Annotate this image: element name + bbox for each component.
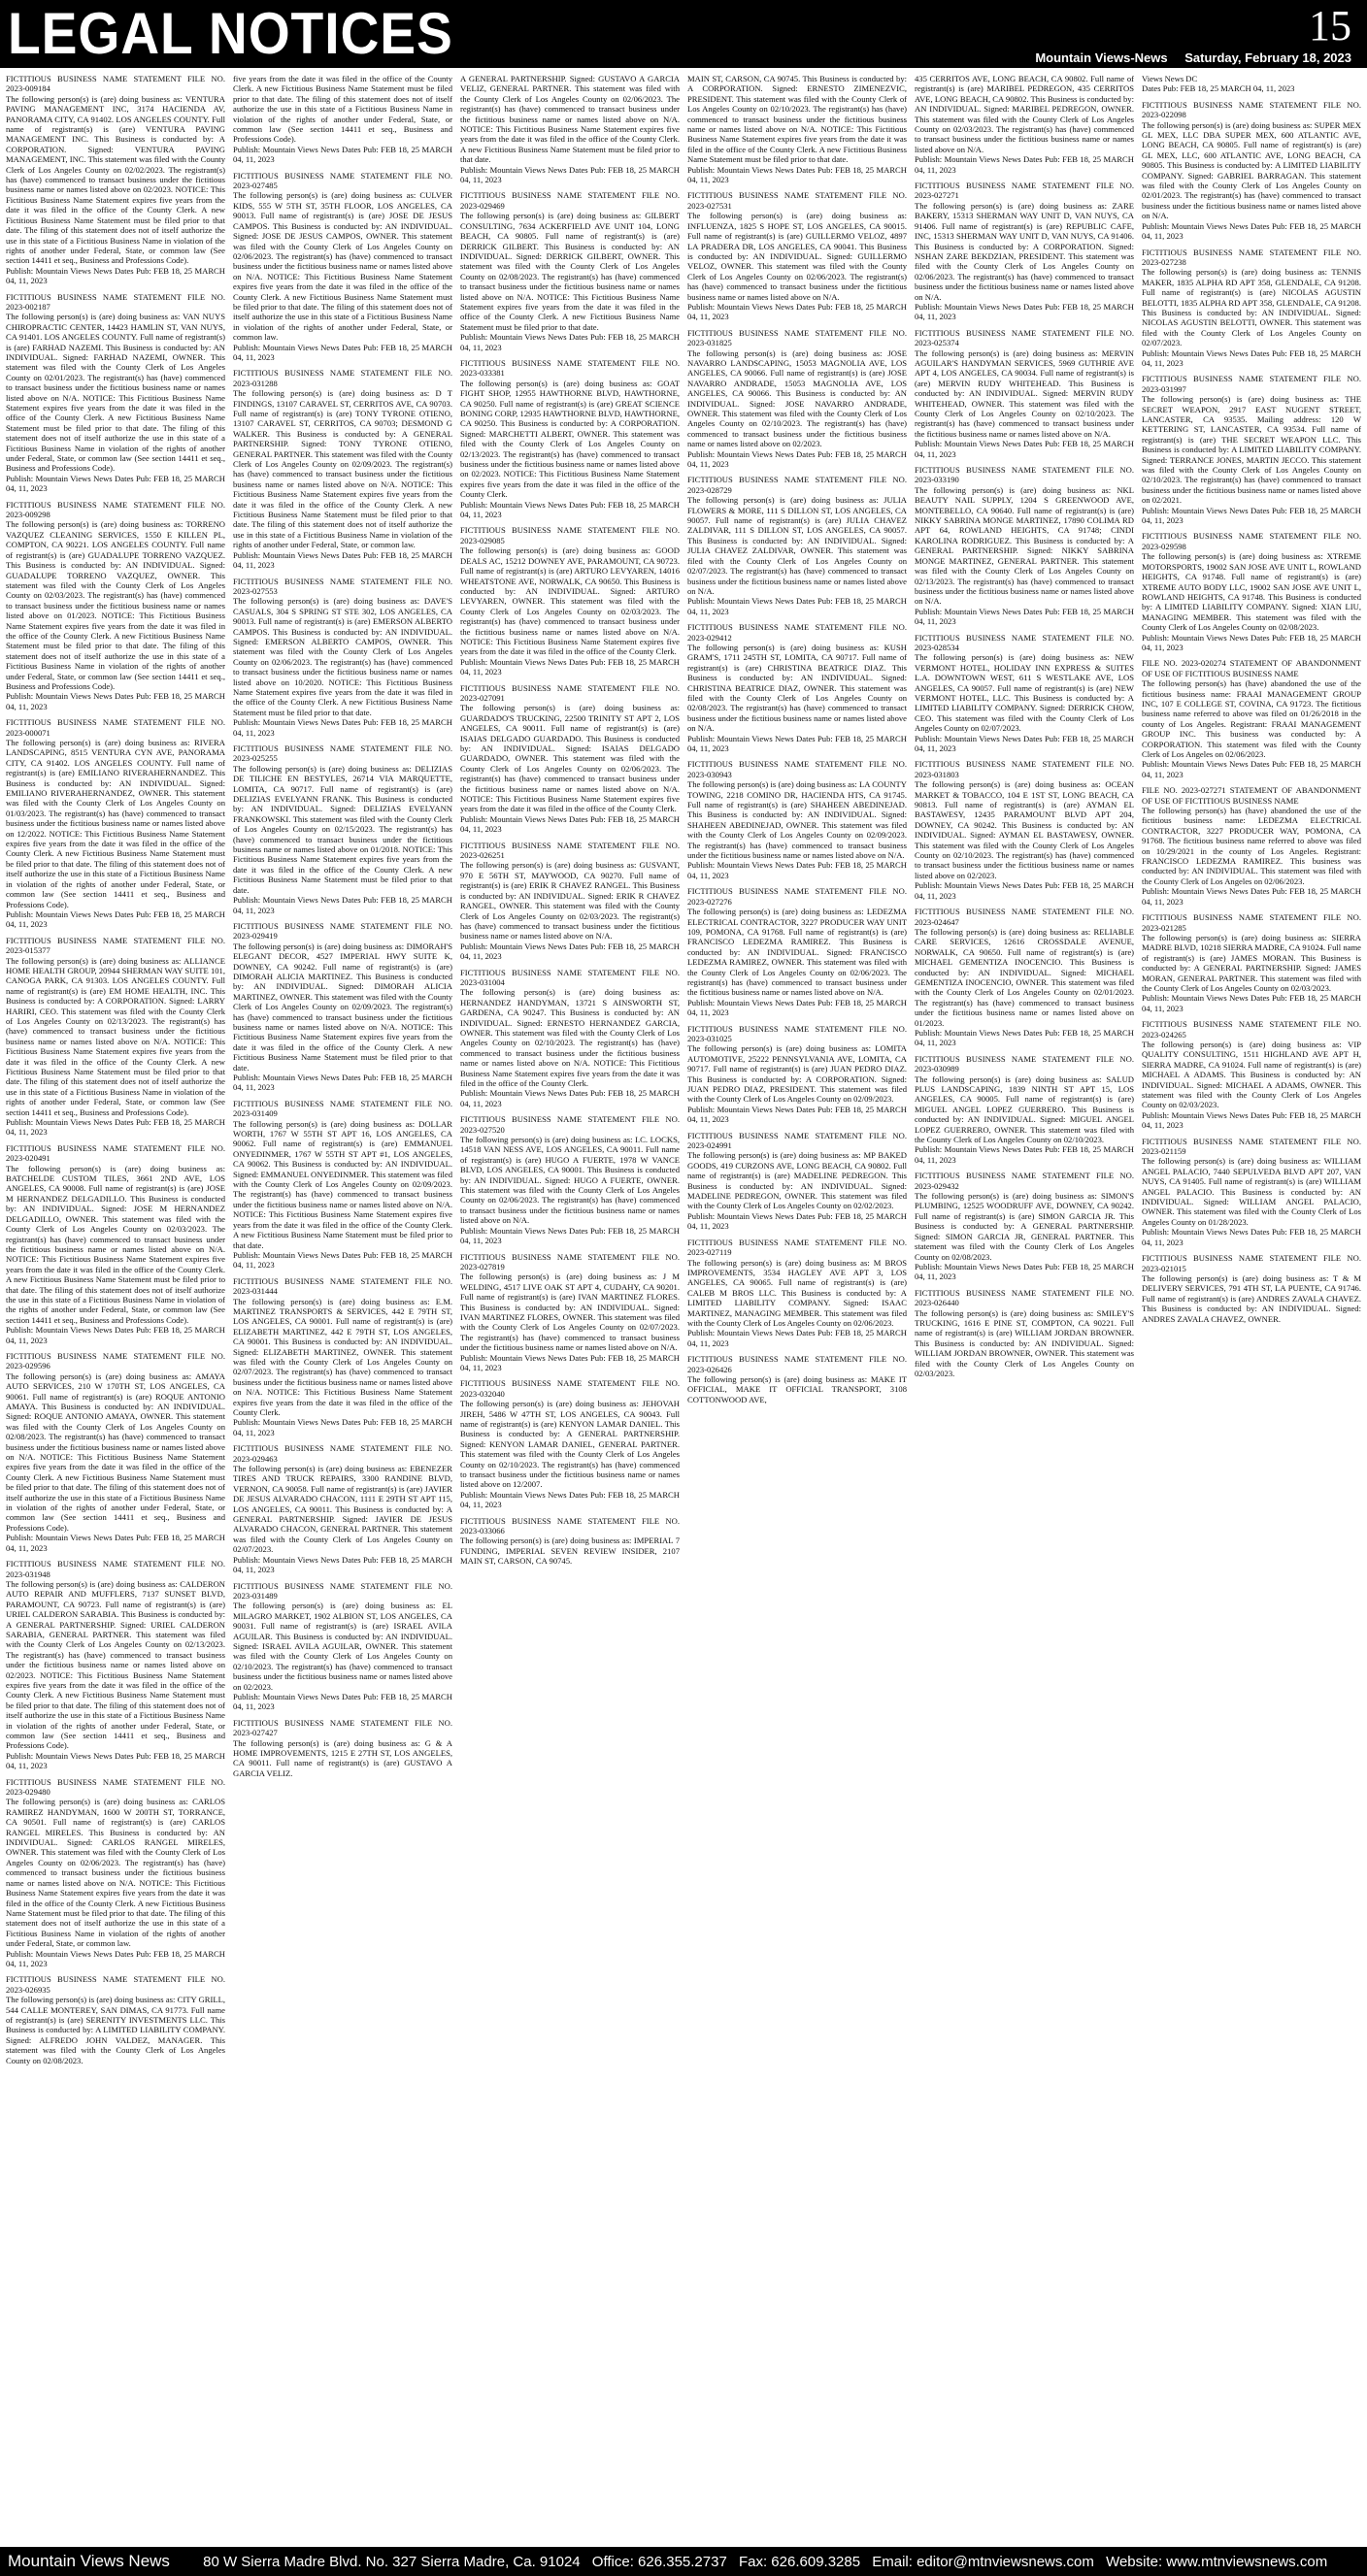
legal-notice — [687, 328, 907, 470]
legal-notice — [233, 171, 452, 363]
notice-body: The following person(s) is (are) doing business as: MP BAKED GOODS, 419 CURZONS AVE, LONG BEACH, CA 90802. Full name of registrant(s) is (are) MADELINE PEDREGON. This Business is conducted by: AN INDIVIDUAL. Signed: MADELINE PEDREGON, OWNER. This statement was filed with the County Clerk of Los Angeles County on 02/02/2023. — [687, 1150, 907, 1211]
notice-heading: FICTITIOUS BUSINESS NAME STATEMENT FILE NO. 2023-031004 — [460, 967, 680, 987]
notice-publication-dates: Publish: Mountain Views News Dates Pub: FEB 18, 25 MARCH 04, 11, 2023 — [460, 1352, 680, 1372]
issue-line — [1021, 50, 1351, 66]
notice-publication-dates: Publish: Mountain Views News Dates Pub: FEB 18, 25 MARCH 04, 11, 2023 — [233, 717, 452, 738]
notice-body: The following person(s) is (are) doing business as: GILBERT CONSULTING, 7634 ACKERFIELD AVE UNIT 104, LONG BEACH, CA 90805. Full name of registrant(s) is (are) DERRICK GILBERT. This Business is conducted by: AN INDIVIDUAL. Signed: DERRICK GILBERT, OWNER. This statement was filed with the County Clerk of Los Angeles County on 02/08/2023. The registrant(s) has (have) commenced to transact business under the fictitious business name or names listed above on N/A. NOTICE: This Fictitious Business Name Statement expires five years from the date it was filed in the office of the County Clerk. A new Fictitious Business Name Statement must be filed prior to that date. — [460, 211, 680, 332]
publication-name: Mountain Views-News — [1035, 50, 1168, 65]
legal-notice — [460, 1252, 680, 1373]
footer-publication: Mountain Views News — [8, 2552, 170, 2570]
notice-heading: FICTITIOUS BUSINESS NAME STATEMENT FILE NO. 2023-028534 — [915, 632, 1134, 652]
notice-body: The following person(s) is (are) doing business as: TENNIS MAKER, 1835 ALPHA RD APT 358, GLENDALE, CA 91208. Full name of registrant(s) is (are) NICOLAS AGUSTIN BELOTTI, 1835 ALPHA RD APT 358, GLENDALE, CA 91208. This Business is conducted by: AN INDIVIDUAL. Signed: NICOLAS AGUSTIN BELOTTI, OWNER. This statement was filed with the County Clerk of Los Angeles County on 02/07/2023. — [1142, 267, 1361, 348]
notice-heading: FICTITIOUS BUSINESS NAME STATEMENT FILE NO. 2023-009184 — [6, 74, 225, 94]
legal-notice — [460, 190, 680, 352]
legal-notice — [687, 1131, 907, 1232]
notice-heading: FICTITIOUS BUSINESS NAME STATEMENT FILE NO. 2023-027276 — [687, 886, 907, 907]
notice-body: The following person(s) is (are) doing business as: TORRENO VAZQUEZ CLEANING SERVICES, 1550 E KILLEN PL, COMPTON, CA 90221. LOS ANGELES COUNTY. Full name of registrant(s) is (are) GUADALUPE TORRENO VAZQUEZ. This Business is conducted by: AN INDIVIDUAL. Signed: GUADALUPE TORRENO VAZQUEZ, OWNER. This statement was filed with the County Clerk of Los Angeles County on 02/03/2023. The registrant(s) has (have) commenced to transact business under the fictitious business name or names listed above on 01/2023. NOTICE: This Fictitious Business Name Statement expires five years from the date it was filed in the office of the County Clerk. A new Fictitious Business Name Statement must be filed prior to that date. The filing of this statement does not of itself authorize the use in this state of a Fictitious Business Name in violation of the rights of another under Federal, State, or common law (See section 14411 et seq., Business and Professions Code). — [6, 519, 225, 691]
notice-heading: FICTITIOUS BUSINESS NAME STATEMENT FILE NO. 2023-029598 — [1142, 531, 1361, 551]
notice-body: The following person(s) is (are) doing business as: OCEAN MARKET & TOBACCO, 104 E 1ST ST, LONG BEACH, CA 90813. Full name of registrant(s) is (are) AYMAN EL BASTAWESY, 12435 PARAMOUNT BLVD APT 204, DOWNEY, CA 90242. This Business is conducted by: AN INDIVIDUAL. Signed: AYMAN EL BASTAWESY, OWNER. This statement was filed with the County Clerk of Los Angeles County on 02/10/2023. The registrant(s) has (have) commenced to transact business under the fictitious business name or names listed above on 02/2023. — [915, 779, 1134, 880]
notice-publication-dates: Publish: Mountain Views News Dates Pub: FEB 18, 25 MARCH 04, 11, 2023 — [687, 596, 907, 616]
notice-publication-dates: Publish: Mountain Views News Dates Pub: FEB 18, 25 MARCH 04, 11, 2023 — [460, 499, 680, 520]
notice-heading: FICTITIOUS BUSINESS NAME STATEMENT FILE NO. 2023-029085 — [460, 525, 680, 545]
legal-notice — [915, 1171, 1134, 1281]
legal-notice — [6, 292, 225, 494]
legal-notice — [233, 577, 452, 739]
notice-publication-dates: Publish: Mountain Views News Dates Pub: FEB 18, 25 MARCH 04, 11, 2023 — [915, 733, 1134, 753]
notice-heading: FICTITIOUS BUSINESS NAME STATEMENT FILE NO. 2023-033066 — [460, 1515, 680, 1536]
notice-body: The following person(s) is (are) doing business as: INFLUENZA, 1825 S HOPE ST, LOS ANGELES, CA 90015. Full name of registrant(s) is (are) GUILLERMO VELOZ, 4897 LA PRADERA DR, LOS ANGELES, CA 90041. This Business is conducted by: AN INDIVIDUAL. Signed: GUILLERMO VELOZ, OWNER. This statement was filed with the County Clerk of Los Angeles County on 02/06/2023. The registrant(s) has (have) commenced to transact business under the fictitious business name or names listed above on N/A. — [687, 211, 907, 302]
legal-notice — [1142, 74, 1361, 94]
notice-heading: FICTITIOUS BUSINESS NAME STATEMENT FILE NO. 2023-031948 — [6, 1559, 225, 1579]
notice-column — [233, 74, 452, 2545]
notice-body: The following person(s) is (are) doing business as: D T FINDINGS, 13107 CARAVEL ST, CERRITOS AVE, CA 90703. Full name of registrant(s) is (are) TONY TYRONE OTIENO, 13107 CARAVEL ST, CERRITOS, CA 90703; DESMOND G WALKER. This Business is conducted by: A GENERAL PARTNERSHIP. Signed: TONY TYRONE OTIENO, GENERAL PARTNER. This statement was filed with the County Clerk of Los Angeles County on 02/09/2023. The registrant(s) has (have) commenced to transact business under the fictitious business name or names listed above on N/A. NOTICE: This Fictitious Business Name Statement expires five years from the date it was filed in the office of the County Clerk. A new Fictitious Business Name Statement must be filed prior to that date. The filing of this statement does not of itself authorize the use in this state of a Fictitious Business Name in violation of the rights of another under Federal, State, or common law. — [233, 388, 452, 550]
legal-notice — [233, 921, 452, 1093]
notice-publication-dates: Publish: Mountain Views News Dates Pub: FEB 18, 25 MARCH 04, 11, 2023 — [687, 1328, 907, 1348]
legal-notice — [1142, 1019, 1361, 1130]
legal-notice — [460, 525, 680, 677]
legal-notice — [233, 1099, 452, 1271]
notice-heading: FICTITIOUS BUSINESS NAME STATEMENT FILE NO. 2023-015377 — [6, 935, 225, 956]
legal-notice — [233, 1581, 452, 1712]
notice-publication-dates: Publish: Mountain Views News Dates Pub: FEB 18, 25 MARCH 04, 11, 2023 — [6, 265, 225, 286]
notice-body: The following person(s) is (are) doing business as: JULIA FLOWERS & MORE, 111 S DILLON ST, LOS ANGELES, CA 90057. Full name of registrant(s) is (are) JULIA CHAVEZ ZALDIVAR, 111 S DILLON ST, LOS ANGELES, CA 90057. This Business is conducted by: AN INDIVIDUAL. Signed: JULIA CHAVEZ ZALDIVAR, OWNER. This statement was filed with the County Clerk of Los Angeles County on 02/07/2023. The registrant(s) has (have) commenced to transact business under the fictitious business name or names listed above on N/A. — [687, 495, 907, 596]
notice-heading: FICTITIOUS BUSINESS NAME STATEMENT FILE NO. 2023-031288 — [233, 368, 452, 388]
footer-address: 80 W Sierra Madre Blvd. No. 327 Sierra Madre, Ca. 91024 — [203, 2554, 581, 2570]
notice-body: The following person(s) is (are) doing business as: G & A HOME IMPROVEMENTS, 1215 E 27TH ST, LOS ANGELES, CA 90011. Full name of registrant(s) is (are) GUSTAVO A GARCIA VELIZ. — [233, 1737, 452, 1778]
legal-notice — [1142, 658, 1361, 779]
notice-publication-dates: Publish: Mountain Views News Dates Pub: FEB 18, 25 MARCH 04, 11, 2023 — [460, 1489, 680, 1510]
legal-notice — [233, 1718, 452, 1778]
notice-publication-dates: Publish: Mountain Views News Dates Pub: FEB 18, 25 MARCH 04, 11, 2023 — [915, 1261, 1134, 1282]
notice-body: The following person(s) is (are) doing business as: DELIZIAS DE TILICHE EN BESTYLES, 26714 VIA MARQUETTE, LOMITA, CA 90717. Full name of registrant(s) is (are) DELIZIAS EVELYANN FRANK. This Business is conducted by: AN INDIVIDUAL. Signed: DELIZIAS EVELYANN FRANKOWSKI. This statement was filed with the County Clerk of Los Angeles County on 02/15/2023. The registrant(s) has (have) commenced to transact business under the fictitious business name or names listed above on 01/2018. NOTICE: This Fictitious Business Name Statement expires five years from the date it was filed in the office of the County Clerk. A new Fictitious Business Name Statement must be filed prior to that date. — [233, 763, 452, 895]
notice-heading: FICTITIOUS BUSINESS NAME STATEMENT FILE NO. 2023-029419 — [233, 920, 452, 941]
legal-notice — [460, 358, 680, 520]
notice-body: The following person(s) is (are) doing business as: HERNANDEZ HANDYMAN, 13721 S AINSWORTH ST, GARDENA, CA 90247. This Business is conducted by: AN INDIVIDUAL. Signed: ERNESTO HERNANDEZ GARCIA, OWNER. This statement was filed with the County Clerk of Los Angeles County on 02/10/2023. The registrant(s) has (have) commenced to transact business under the fictitious business name or names listed above on N/A. NOTICE: This Fictitious Business Name Statement expires five years from the date it was filed in the office of the County Clerk. — [460, 987, 680, 1088]
notice-heading: FICTITIOUS BUSINESS NAME STATEMENT FILE NO. 2023-029412 — [687, 622, 907, 643]
notice-heading: FICTITIOUS BUSINESS NAME STATEMENT FILE NO. 2023-022098 — [1142, 99, 1361, 120]
notice-heading: FICTITIOUS BUSINESS NAME STATEMENT FILE NO. 2023-021159 — [1142, 1136, 1361, 1157]
notice-heading: FICTITIOUS BUSINESS NAME STATEMENT FILE NO. 2023-025374 — [915, 327, 1134, 348]
section-title: LEGAL NOTICES — [8, 1, 453, 66]
notice-column — [915, 74, 1134, 2545]
notice-publication-dates: Publish: Mountain Views News Dates Pub: FEB 18, 25 MARCH 04, 11, 2023 — [460, 1225, 680, 1246]
notice-body: The following person(s) is (are) doing business as: VAN NUYS CHIROPRACTIC CENTER, 14423 HAMLIN ST, VAN NUYS, CA 91401. LOS ANGELES COUNTY. Full name of registrant(s) is (are) FARHAD NAZEMI. This Business is conducted by: AN INDIVIDUAL. Signed: FARHAD NAZEMI, OWNER. This statement was filed with the County Clerk of Los Angeles County on 02/01/2023. The registrant(s) has (have) commenced to transact business under the fictitious business name or names listed above on N/A. NOTICE: This Fictitious Business Name Statement expires five years from the date it was filed in the office of the County Clerk. A new Fictitious Business Name Statement must be filed prior to that date. The filing of this statement does not of itself authorize the use in this state of a Fictitious Business Name in violation of the rights of another under Federal, State, or common law (See section 14411 et seq., Business and Professions Code). — [6, 312, 225, 474]
issue-date: Saturday, February 18, 2023 — [1184, 50, 1351, 65]
notice-publication-dates: Publish: Mountain Views News Dates Pub: FEB 18, 25 MARCH 04, 11, 2023 — [1142, 632, 1361, 652]
notice-body: The following person(s) is (are) doing business as: NEW VERMONT HOTEL, HOLIDAY INN EXPRESS & SUITES L.A. DOWNTOWN WEST, 611 S WESTLAKE AVE, LOS ANGELES, CA 90057. Full name of registrant(s) is (are) NEW VERMONT HOTEL, LLC. This Business is conducted by: A LIMITED LIABILITY COMPANY. Signed: DERRICK CHOW, CEO. This statement was filed with the County Clerk of Los Angeles County on 02/07/2023. — [915, 652, 1134, 734]
notice-body: The following person(s) is (are) doing business as: LOMITA AUTOMOTIVE, 25222 PENNSYLVANIA AVE, LOMITA, CA 90717. Full name of registrant(s) is (are) JUAN PEDRO DIAZ. This Business is conducted by: A CORPORATION. Signed: JUAN PEDRO DIAZ, PRESIDENT. This statement was filed with the County Clerk of Los Angeles County on 02/09/2023. — [687, 1043, 907, 1105]
notice-publication-dates: Publish: Mountain Views News Dates Pub: FEB 18, 25 MARCH 04, 11, 2023 — [460, 656, 680, 677]
legal-notice — [687, 1238, 907, 1348]
legal-notice — [687, 475, 907, 616]
notice-body: The following person(s) has (have) abandoned the use of the fictitious business name: FRAAI MANAGEMENT GROUP INC, 107 E COLLEGE ST, COVINA, CA 91723. The fictitious business name referred to above was filed on 01/26/2018 in the county of Los Angeles. Registrant: FRAAI MANAGEMENT GROUP INC. This business was conducted by: A CORPORATION. This statement was filed with the County Clerk of Los Angeles on 02/06/2023. — [1142, 678, 1361, 759]
legal-notice — [915, 759, 1134, 901]
legal-notice — [233, 368, 452, 570]
notice-heading: FICTITIOUS BUSINESS NAME STATEMENT FILE NO. 2023-030989 — [915, 1053, 1134, 1074]
notice-publication-dates: Publish: Mountain Views News Dates Pub: FEB 18, 25 MARCH 04, 11, 2023 — [233, 1249, 452, 1271]
notice-heading: FICTITIOUS BUSINESS NAME STATEMENT FILE NO. 2023-027427 — [233, 1717, 452, 1738]
notice-publication-dates: Publish: Mountain Views News Dates Pub: FEB 18, 25 MARCH 04, 11, 2023 — [6, 691, 225, 711]
notice-heading: FICTITIOUS BUSINESS NAME STATEMENT FILE NO. 2023-027553 — [233, 576, 452, 596]
notice-heading: FICTITIOUS BUSINESS NAME STATEMENT FILE NO. 2023-031444 — [233, 1275, 452, 1297]
notice-heading: FICTITIOUS BUSINESS NAME STATEMENT FILE NO. 2023-020491 — [6, 1142, 225, 1164]
legal-notice — [687, 622, 907, 753]
legal-notice — [460, 1114, 680, 1245]
legal-notice — [915, 1054, 1134, 1165]
legal-notice — [915, 633, 1134, 754]
legal-notice — [1142, 1253, 1361, 1324]
legal-notice — [6, 500, 225, 712]
legal-notice — [6, 1974, 225, 2065]
notice-body: The following person(s) is (are) doing business as: NKL BEAUTY NAIL SUPPLY, 1204 S GREENWOOD AVE, MONTEBELLO, CA 90640. Full name of registrant(s) is (are) NIKKY SABRINA MONGE MARTINEZ, 17890 COLIMA RD APT 64, ROWLAND HEIGHTS, CA 91748; CINDI KAROLINA RODRIGUEZ. This Business is conducted by: A GENERAL PARTNERSHIP. Signed: NIKKY SABRINA MONGE MARTINEZ, GENERAL PARTNER. This statement was filed with the County Clerk of Los Angeles County on 02/13/2023. The registrant(s) has (have) commenced to transact business under the fictitious business name or names listed above on N/A. — [915, 484, 1134, 607]
notice-body: The following person(s) is (are) doing business as: J M WELDING, 4517 LIVE OAK ST APT 4, CUDAHY, CA 90201. Full name of registrant(s) is (are) IVAN MARTINEZ FLORES. This Business is conducted by: AN INDIVIDUAL. Signed: IVAN MARTINEZ FLORES, OWNER. This statement was filed with the County Clerk of Los Angeles County on 02/07/2023. The registrant(s) has (have) commenced to transact business under the fictitious business name or names listed above on N/A. — [460, 1271, 680, 1353]
footer-fax: Fax: 626.609.3285 — [738, 2554, 861, 2570]
notice-body: The following person(s) is (are) doing business as: EBENEZER TIRES AND TRUCK REPAIRS, 3300 RANDINE BLVD, VERNON, CA 90058. Full name of registrant(s) is (are) JAVIER DE JESUS ALVARADO CHACON, 1111 E 29TH ST APT 115, LOS ANGELES, CA 90011. This Business is conducted by: A GENERAL PARTNERSHIP. Signed: JAVIER DE JESUS ALVARADO CHACON, GENERAL PARTNER. This statement was filed with the County Clerk of Los Angeles County on 02/07/2023. — [233, 1464, 452, 1555]
notice-heading: FICTITIOUS BUSINESS NAME STATEMENT FILE NO. 2023-021015 — [1142, 1253, 1361, 1273]
notice-publication-dates: Publish: Mountain Views News Dates Pub: FEB 18, 25 MARCH 04, 11, 2023 — [460, 164, 680, 185]
legal-notice — [6, 1351, 225, 1553]
legal-notice — [6, 936, 225, 1138]
notice-publication-dates: Publish: Mountain Views News Dates Pub: FEB 18, 25 MARCH 04, 11, 2023 — [915, 1027, 1134, 1048]
notice-body: The following person(s) is (are) doing business as: SUPER MEX GL MEX, LLC DBA SUPER MEX, 600 ATLANTIC AVE, LONG BEACH, CA 90805. Full name of registrant(s) is (are) GL MEX, LLC, 600 ATLANTIC AVE, LONG BEACH, CA 90805. This Business is conducted by: A LIMITED LIABILITY COMPANY. Signed: GABRIEL BARRAGAN. This statement was filed with the County Clerk of Los Angeles County on 02/01/2023. The registrant(s) has (have) commenced to transact business under the fictitious business name or names listed above on N/A. — [1142, 119, 1361, 221]
legal-notice — [687, 1024, 907, 1125]
notice-body: The following person(s) is (are) doing business as: CITY GRILL, 544 CALLE MONTEREY, SAN DIMAS, CA 91773. Full name of registrant(s) is (are) SERENITY INVESTMENTS LLC. This Business is conducted by: A LIMITED LIABILITY COMPANY. Signed: ALFREDO JOHN VALDEZ, MANAGER. This statement was filed with the County Clerk of Los Angeles County on 02/08/2023. — [6, 1995, 225, 2065]
legal-notice — [915, 74, 1134, 175]
notice-body: The following person(s) is (are) doing business as: VIP QUALITY CONSULTING, 1511 HIGHLAND AVE APT H, SIERRA MADRE, CA 91024. Full name of registrant(s) is (are) MICHAEL A ADAMS. This Business is conducted by: AN INDIVIDUAL. Signed: MICHAEL A ADAMS, OWNER. This statement was filed with the County Clerk of Los Angeles County on 02/03/2023. — [1142, 1039, 1361, 1110]
notice-body: The following person(s) is (are) doing business as: E.M. MARTINEZ TRANSPORTS & SERVICES, 442 E 79TH ST, LOS ANGELES, CA 90001. Full name of registrant(s) is (are) ELIZABETH MARTINEZ, 442 E 79TH ST, LOS ANGELES, CA 90001. This Business is conducted by: AN INDIVIDUAL. Signed: ELIZABETH MARTINEZ, OWNER. This statement was filed with the County Clerk of Los Angeles County on 02/07/2023. The registrant(s) has (have) commenced to transact business under the fictitious business name or names listed above on N/A. NOTICE: This Fictitious Business Name Statement expires five years from the date it was filed in the office of the County Clerk. — [233, 1296, 452, 1417]
notice-body: The following person(s) is (are) doing business as: DOLLAR WORTH, 1767 W 55TH ST APT 16, LOS ANGELES, CA 90062. Full name of registrant(s) is (are) EMMANUEL ONYEDINMER, 1767 W 55TH ST APT #1, LOS ANGELES, CA 90062. This Business is conducted by: AN INDIVIDUAL. Signed: EMMANUEL ONYEDINMER. This statement was filed with the County Clerk of Los Angeles County on 02/09/2023. The registrant(s) has (have) commenced to transact business under the fictitious business name or names listed above on N/A. NOTICE: This Fictitious Business Name Statement expires five years from the date it was filed in the office of the County Clerk. A new Fictitious Business Name Statement must be filed prior to that date. — [233, 1118, 452, 1250]
legal-notice — [915, 181, 1134, 322]
notice-publication-dates: Publish: Mountain Views News Dates Pub: FEB 18, 25 MARCH 04, 11, 2023 — [1142, 1227, 1361, 1247]
page-footer — [0, 2547, 1367, 2576]
page-header — [0, 0, 1367, 68]
notice-body: The following person(s) is (are) doing business as: SMILEY'S TRUCKING, 1616 E PINE ST, COMPTON, CA 90221. Full name of registrant(s) is (are) WILLIAM JORDAN BROWNER. This Business is conducted by: AN INDIVIDUAL. Signed: WILLIAM JORDAN BROWNER, OWNER. This statement was filed with the County Clerk of Los Angeles County on 02/03/2023. — [915, 1307, 1134, 1378]
notice-publication-dates: Publish: Mountain Views News Dates Pub: FEB 18, 25 MARCH 04, 11, 2023 — [233, 1073, 452, 1093]
legal-notice — [687, 1354, 907, 1404]
notice-body: The following person(s) is (are) doing business as: ALLIANCE HOME HEALTH GROUP, 20944 SHERMAN WAY SUITE 101, CANOGA PARK, CA 91303. LOS ANGELES COUNTY. Full name of registrant(s) is (are) EM HOME HEALTH, INC. This Business is conducted by: A CORPORATION. Signed: LARRY HARIRI, CEO. This statement was filed with the County Clerk of Los Angeles County on 02/13/2023. The registrant(s) has (have) commenced to transact business under the fictitious business name or names listed above on N/A. NOTICE: This Fictitious Business Name Statement expires five years from the date it was filed in the office of the County Clerk. A new Fictitious Business Name Statement must be filed prior to that date. The filing of this statement does not of itself authorize the use in this state of a Fictitious Business Name in violation of the rights of another under Federal, State, or common law (See section 14411 et seq., Business and Professions Code). — [6, 955, 225, 1117]
notice-heading: FICTITIOUS BUSINESS NAME STATEMENT FILE NO. 2023-029596 — [6, 1350, 225, 1371]
notice-heading: FICTITIOUS BUSINESS NAME STATEMENT FILE NO. 2023-029469 — [460, 190, 680, 211]
notice-body: The following person(s) is (are) doing business as: CALDERON AUTO REPAIR AND MUFFLERS, 7137 SUNSET BLVD, PARAMOUNT, CA 90723. Full name of registrant(s) is (are) URIEL CALDERON SARABIA. This Business is conducted by: A GENERAL PARTNERSHIP. Signed: URIEL CALDERON SARABIA, GENERAL PARTNER. This statement was filed with the County Clerk of Los Angeles County on 02/13/2023. The registrant(s) has (have) commenced to transact business under the fictitious business name or names listed above on 02/2023. NOTICE: This Fictitious Business Name Statement expires five years from the date it was filed in the office of the County Clerk. A new Fictitious Business Name Statement must be filed prior to that date. The filing of this statement does not of itself authorize the use in this state of a Fictitious Business Name in violation of the rights of another under Federal, State, or common law (See section 14411 et seq., Business and Professions Code). — [6, 1578, 225, 1751]
notice-body: The following person(s) is (are) doing business as: GOOD DEALS AC, 15212 DOWNEY AVE, PARAMOUNT, CA 90723. Full name of registrant(s) is (are) ARTURO LEVYAREN, 14016 WHEATSTONE AVE, NORWALK, CA 90650. This Business is conducted by: AN INDIVIDUAL. Signed: ARTURO LEVYAREN, OWNER. This statement was filed with the County Clerk of Los Angeles County on 02/03/2023. The registrant(s) has (have) commenced to transact business under the fictitious business name or names listed above on N/A. NOTICE: This Fictitious Business Name Statement expires five years from the date it was filed in the office of the County Clerk. — [460, 545, 680, 657]
notice-publication-dates: Publish: Mountain Views News Dates Pub: FEB 18, 25 MARCH 04, 11, 2023 — [6, 1533, 225, 1553]
notice-publication-dates: Publish: Mountain Views News Dates Pub: FEB 18, 25 MARCH 04, 11, 2023 — [915, 439, 1134, 459]
notice-body: The following person(s) is (are) doing business as: WILLIAM ANGEL PALACIO, 7440 SEPULVEDA BLVD APT 207, VAN NUYS, CA 91405. Full name of registrant(s) is (are) WILLIAM ANGEL PALACIO. This Business is conducted by: AN INDIVIDUAL. Signed: WILLIAM ANGEL PALACIO, OWNER. This statement was filed with the County Clerk of Los Angeles County on 01/28/2023. — [1142, 1156, 1361, 1227]
legal-notice — [6, 1143, 225, 1345]
legal-notice — [460, 683, 680, 835]
notice-body: The following person(s) is (are) doing business as: CARLOS RAMIREZ HANDYMAN, 1600 W 200TH ST, TORRANCE, CA 90501. Full name of registrant(s) is (are) CARLOS RANGEL MIRELES. This Business is conducted by: AN INDIVIDUAL. Signed: CARLOS RANGEL MIRELES, OWNER. This statement was filed with the County Clerk of Los Angeles County on 02/06/2023. The registrant(s) has (have) commenced to transact business under the fictitious business name or names listed above on N/A. NOTICE: This Fictitious Business Name Statement expires five years from the date it was filed in the office of the County Clerk. A new Fictitious Business Name Statement must be filed prior to that date. The filing of this statement does not of itself authorize the use in this state of a Fictitious Business Name in violation of the rights of another under Federal, State, or common law. — [6, 1797, 225, 1949]
notice-body: The following person(s) is (are) doing business as: VENTURA PAVING MANAGEMENT INC, 3174 HACIENDA AV, PANORAMA CITY, CA 91402. LOS ANGELES COUNTY. Full name of registrant(s) is (are) VENTURA PAVING MANAGEMENT INC. This Business is conducted by: A CORPORATION. Signed: VENTURA PAVING MANAGEMENT, INC. This statement was filed with the County Clerk of Los Angeles County on 02/02/2023. The registrant(s) has (have) commenced to transact business under the fictitious business name or names listed above on 02/2023. NOTICE: This Fictitious Business Name Statement expires five years from the date it was filed in the office of the County Clerk. A new Fictitious Business Name Statement must be filed prior to that date. The filing of this statement does not of itself authorize the use in this state of a Fictitious Business Name in violation of the rights of another under Federal, State, or common law (See section 14411 et seq., Business and Professions Code). — [6, 93, 225, 266]
notice-publication-dates: Publish: Mountain Views News Dates Pub: FEB 18, 25 MARCH 04, 11, 2023 — [687, 860, 907, 880]
notice-heading: FICTITIOUS BUSINESS NAME STATEMENT FILE NO. 2023-031997 — [1142, 374, 1361, 394]
notice-publication-dates: Publish: Mountain Views News Dates Pub: FEB 18, 25 MARCH 04, 11, 2023 — [687, 733, 907, 753]
notice-body: The following person(s) is (are) doing business as: SALUD PLUS LANDSCAPING, 1839 NINTH ST APT 15, LOS ANGELES, CA 90005. Full name of registrant(s) is (are) MIGUEL ANGEL LOPEZ GUERRERO. This Business is conducted by: AN INDIVIDUAL. Signed: MIGUEL ANGEL LOPEZ GUERRERO, OWNER. This statement was filed with the County Clerk of Los Angeles County on 02/10/2023. — [915, 1073, 1134, 1145]
notice-heading: FICTITIOUS BUSINESS NAME STATEMENT FILE NO. 2023-029432 — [915, 1171, 1134, 1191]
notice-heading: FICTITIOUS BUSINESS NAME STATEMENT FILE NO. 2023-024647 — [915, 907, 1134, 927]
notice-publication-dates: Publish: Mountain Views News Dates Pub: FEB 18, 25 MARCH 04, 11, 2023 — [6, 1750, 225, 1771]
legal-notice — [915, 1288, 1134, 1379]
notice-publication-dates: Publish: Mountain Views News Dates Pub: FEB 18, 25 MARCH 04, 11, 2023 — [915, 301, 1134, 322]
notice-publication-dates: Publish: Mountain Views News Dates Pub: FEB 18, 25 MARCH 04, 11, 2023 — [1142, 759, 1361, 779]
notice-heading: FICTITIOUS BUSINESS NAME STATEMENT FILE NO. 2023-009298 — [6, 499, 225, 520]
notice-publication-dates: Publish: Mountain Views News Dates Pub: FEB 18, 25 MARCH 04, 11, 2023 — [915, 154, 1134, 175]
notice-publication-dates: Publish: Mountain Views News Dates Pub: FEB 18, 25 MARCH 04, 11, 2023 — [1142, 993, 1361, 1013]
notice-heading: FICTITIOUS BUSINESS NAME STATEMENT FILE NO. 2023-027520 — [460, 1114, 680, 1135]
notice-heading: FICTITIOUS BUSINESS NAME STATEMENT FILE NO. 2023-026426 — [687, 1354, 907, 1374]
notice-heading: FICTITIOUS BUSINESS NAME STATEMENT FILE NO. 2023-027119 — [687, 1237, 907, 1258]
notice-publication-dates: Publish: Mountain Views News Dates Pub: FEB 18, 25 MARCH 04, 11, 2023 — [233, 1691, 452, 1712]
legal-notice — [460, 74, 680, 184]
notice-heading: FILE NO. 2023-020274 STATEMENT OF ABANDONMENT OF USE OF FICTITIOUS BUSINESS NAME — [1142, 658, 1361, 678]
notice-heading: FICTITIOUS BUSINESS NAME STATEMENT FILE NO. 2023-031489 — [233, 1580, 452, 1601]
notice-body: MAIN ST, CARSON, CA 90745. This Business is conducted by: A CORPORATION. Signed: ERNESTO ZIMENEZVIC, PRESIDENT. This statement was filed with the County Clerk of Los Angeles County on 02/10/2023. The registrant(s) has (have) commenced to transact business under the fictitious business name or names listed above on N/A. NOTICE: This Fictitious Business Name Statement expires five years from the date it was filed in the office of the County Clerk. A new Fictitious Business Name Statement must be filed prior to that date. — [687, 74, 907, 165]
notice-publication-dates: Publish: Mountain Views News Dates Pub: FEB 18, 25 MARCH 04, 11, 2023 — [233, 1554, 452, 1575]
notice-publication-dates: Publish: Mountain Views News Dates Pub: FEB 18, 25 MARCH 04, 11, 2023 — [6, 473, 225, 494]
notice-body: The following person(s) is (are) doing business as: RIVERA LANDSCAPING, 8515 VENTURA CYN AVE, PANORAMA CITY, CA 91402. LOS ANGELES COUNTY. Full name of registrant(s) is (are) EMILIANO RIVERAHERNANDEZ. This Business is conducted by: AN INDIVIDUAL. Signed: EMILIANO RIVERAHERNANDEZ, OWNER. This statement was filed with the County Clerk of Los Angeles County on 01/03/2023. The registrant(s) has (have) commenced to transact business under the fictitious business name or names listed above on 12/2022. NOTICE: This Fictitious Business Name Statement expires five years from the date it was filed in the office of the County Clerk. A new Fictitious Business Name Statement must be filed prior to that date. The filing of this statement does not of itself authorize the use in this state of a Fictitious Business Name in violation of the rights of another under Federal, State, or common law (See section 14411 et seq., Business and Professions Code). — [6, 738, 225, 909]
notice-publication-dates: Publish: Mountain Views News Dates Pub: FEB 18, 25 MARCH 04, 11, 2023 — [6, 1948, 225, 1968]
legal-notice — [915, 465, 1134, 627]
notice-heading: FILE NO. 2023-027271 STATEMENT OF ABANDONMENT OF USE OF FICTITIOUS BUSINESS NAME — [1142, 785, 1361, 806]
legal-notice — [233, 1276, 452, 1438]
legal-notice — [915, 907, 1134, 1048]
legal-notice — [915, 328, 1134, 459]
notice-heading: FICTITIOUS BUSINESS NAME STATEMENT FILE NO. 2023-027271 — [915, 181, 1134, 201]
footer-office: Office: 626.355.2737 — [591, 2554, 727, 2570]
notice-body: The following person(s) is (are) doing business as: IMPERIAL 7 FUNDING, IMPERIAL SEVEN REVIEW INSIDER, 2107 MAIN ST, CARSON, CA 90745. — [460, 1536, 680, 1567]
legal-notice — [1142, 531, 1361, 652]
notice-body: The following person(s) is (are) doing business as: CULVER KIDS, 555 W 5TH ST, 35TH FLOOR, LOS ANGELES, CA 90013. Full name of registrant(s) is (are) JOSE DE JESUS CAMPOS. This Business is conducted by: AN INDIVIDUAL. Signed: JOSE DE JESUS CAMPOS, OWNER. This statement was filed with the County Clerk of Los Angeles County on 02/06/2023. The registrant(s) has (have) commenced to transact business under the fictitious business name or names listed above on N/A. NOTICE: This Fictitious Business Name Statement expires five years from the date it was filed in the office of the County Clerk. A new Fictitious Business Name Statement must be filed prior to that date. The filing of this statement does not of itself authorize the use in this state of a Fictitious Business Name in violation of the rights of another under Federal, State, or common law. — [233, 190, 452, 343]
notice-heading: FICTITIOUS BUSINESS NAME STATEMENT FILE NO. 2023-026935 — [6, 1974, 225, 1995]
legal-notice — [233, 1443, 452, 1574]
notice-publication-dates: Publish: Mountain Views News Dates Pub: FEB 18, 25 MARCH 04, 11, 2023 — [1142, 505, 1361, 526]
notice-heading: FICTITIOUS BUSINESS NAME STATEMENT FILE NO. 2023-031409 — [233, 1098, 452, 1119]
notice-heading: FICTITIOUS BUSINESS NAME STATEMENT FILE NO. 2023-031825 — [687, 327, 907, 348]
notice-column — [460, 74, 680, 2545]
notice-column — [1142, 74, 1361, 2545]
notice-publication-dates: Publish: Mountain Views News Dates Pub: FEB 18, 25 MARCH 04, 11, 2023 — [233, 895, 452, 915]
notice-publication-dates: Publish: Mountain Views News Dates Pub: FEB 18, 25 MARCH 04, 11, 2023 — [687, 301, 907, 322]
notice-publication-dates: Publish: Mountain Views News Dates Pub: FEB 18, 25 MARCH 04, 11, 2023 — [233, 1417, 452, 1437]
notice-publication-dates: Publish: Mountain Views News Dates Pub: FEB 18, 25 MARCH 04, 11, 2023 — [687, 1104, 907, 1125]
notice-publication-dates: Publish: Mountain Views News Dates Pub: FEB 18, 25 MARCH 04, 11, 2023 — [460, 813, 680, 835]
notice-publication-dates: Publish: Mountain Views News Dates Pub: FEB 18, 25 MARCH 04, 11, 2023 — [687, 448, 907, 470]
legal-notice — [1142, 912, 1361, 1013]
legal-notice — [233, 74, 452, 165]
notice-publication-dates: Publish: Mountain Views News Dates Pub: FEB 18, 25 MARCH 04, 11, 2023 — [687, 164, 907, 185]
notice-heading: FICTITIOUS BUSINESS NAME STATEMENT FILE NO. 2023-027819 — [460, 1251, 680, 1271]
legal-notice — [460, 1378, 680, 1509]
notice-heading: FICTITIOUS BUSINESS NAME STATEMENT FILE NO. 2023-025255 — [233, 743, 452, 764]
notice-publication-dates: Publish: Mountain Views News Dates Pub: FEB 18, 25 MARCH 04, 11, 2023 — [460, 1088, 680, 1108]
notice-heading: FICTITIOUS BUSINESS NAME STATEMENT FILE NO. 2023-029480 — [6, 1776, 225, 1798]
notice-body: The following person(s) is (are) doing business as: GUARDADO'S TRUCKING, 22500 TRINITY ST APT 2, LOS ANGELES, CA 90011. Full name of registrant(s) is (are) ISAIAS DELGADO GUARDADO. This Business is conducted by: AN INDIVIDUAL. Signed: ISAIAS DELGADO GUARDADO, OWNER. This statement was filed with the County Clerk of Los Angeles County on 02/06/2023. The registrant(s) has (have) commenced to transact business under the fictitious business name or names listed above on N/A. NOTICE: This Fictitious Business Name Statement expires five years from the date it was filed in the office of the County Clerk. — [460, 703, 680, 814]
legal-notice — [460, 841, 680, 962]
legal-notice — [6, 1777, 225, 1969]
legal-notice — [687, 74, 907, 184]
notice-body: five years from the date it was filed in the office of the County Clerk. A new Fictitious Business Name Statement must be filed prior to that date. The filing of this statement does not of itself authorize the use in this state of a Fictitious Business Name in violation of the rights of another under Federal, State, or common law (See section 14411 et seq., Business and Professions Code). — [233, 74, 452, 145]
notice-body: The following person(s) is (are) doing business as: DIMORAH'S ELEGANT DECOR, 4527 IMPERIAL HWY SUITE K, DOWNEY, CA 90242. Full name of registrant(s) is (are) DIMORAH ALICIA MARTINEZ. This Business is conducted by: AN INDIVIDUAL. Signed: DIMORAH ALICIA MARTINEZ, OWNER. This statement was filed with the County Clerk of Los Angeles County on 02/09/2023. The registrant(s) has (have) commenced to transact business under the fictitious business name or names listed above on N/A. NOTICE: This Fictitious Business Name Statement expires five years from the date it was filed in the office of the County Clerk. A new Fictitious Business Name Statement must be filed prior to that date. — [233, 941, 452, 1073]
notice-heading: FICTITIOUS BUSINESS NAME STATEMENT FILE NO. 2023-028729 — [687, 475, 907, 495]
notice-body: The following person(s) is (are) doing business as: JOSE NAVARRO LANDSCAPING, 15053 MAGNOLIA AVE, LOS ANGELES, CA 90066. Full name of registrant(s) is (are) JOSE NAVARRO ANDRADE, 15053 MAGNOLIA AVE, LOS ANGELES, CA 90066. This Business is conducted by: AN INDIVIDUAL. Signed: JOSE NAVARRO ANDRADE, OWNER. This statement was filed with the County Clerk of Los Angeles County on 02/10/2023. The registrant(s) has (have) commenced to transact business under the fictitious business name or names listed above on 02/2023. — [687, 347, 907, 449]
legal-notice — [233, 743, 452, 915]
legal-notice — [687, 190, 907, 321]
notice-heading: FICTITIOUS BUSINESS NAME STATEMENT FILE NO. 2023-029463 — [233, 1443, 452, 1464]
notice-heading: FICTITIOUS BUSINESS NAME STATEMENT FILE NO. 2023-032040 — [460, 1378, 680, 1399]
legal-notice — [687, 759, 907, 880]
notice-body: The following person(s) is (are) doing business as: EL MILAGRO MARKET, 1902 ALBION ST, LOS ANGELES, CA 90031. Full name of registrant(s) is (are) ISRAEL AVILA AGUILAR. This Business is conducted by: AN INDIVIDUAL. Signed: ISRAEL AVILA AGUILAR, OWNER. This statement was filed with the County Clerk of Los Angeles County on 02/10/2023. The registrant(s) has (have) commenced to transact business under the fictitious business name or names listed above on 02/2023. — [233, 1601, 452, 1692]
notice-publication-dates: Publish: Mountain Views News Dates Pub: FEB 18, 25 MARCH 04, 11, 2023 — [233, 144, 452, 165]
notice-publication-dates: Publish: Mountain Views News Dates Pub: FEB 18, 25 MARCH 04, 11, 2023 — [915, 606, 1134, 627]
legal-notice — [460, 1516, 680, 1567]
notice-body: The following person(s) is (are) doing business as: GOAT FIGHT SHOP, 12955 HAWTHORNE BLVD, HAWTHORNE, CA 90250. Full name of registrant(s) is (are) GREAT SCIENCE BONING CORP, 12935 HAWTHORNE BLVD, HAWTHORNE, CA 90250. This Business is conducted by: A CORPORATION. Signed: MARCHETTI ALBERT, OWNER. This statement was filed with the County Clerk of Los Angeles County on 02/13/2023. The registrant(s) has (have) commenced to transact business under the fictitious business name or names listed above on 02/2023. NOTICE: This Fictitious Business Name Statement expires five years from the date it was filed in the office of the County Clerk. — [460, 378, 680, 500]
notice-column — [6, 74, 225, 2545]
notice-body: The following person(s) is (are) doing business as: SIERRA MADRE BLVD, 10218 SIERRA MADRE, CA 91024. Full name of registrant(s) is (are) JAMES MORAN. This Business is conducted by: A GENERAL PARTNERSHIP. Signed: JAMES MORAN, GENERAL PARTNER. This statement was filed with the County Clerk of Los Angeles County on 02/03/2023. — [1142, 932, 1361, 993]
notice-publication-dates: Publish: Mountain Views News Dates Pub: FEB 18, 25 MARCH 04, 11, 2023 — [233, 342, 452, 362]
legal-notice — [6, 717, 225, 930]
legal-notice — [460, 968, 680, 1109]
notice-body: The following person(s) is (are) doing business as: ZARE BAKERY, 15313 SHERMAN WAY UNIT D, VAN NUYS, CA 91406. Full name of registrant(s) is (are) REPUBLIC CAFE, INC, 15313 SHERMAN WAY UNIT D, VAN NUYS, CA 91406. This Business is conducted by: A CORPORATION. Signed: NSHAN ZARE BEKDZIAN, PRESIDENT. This statement was filed with the County Clerk of Los Angeles County on 02/06/2023. The registrant(s) has (have) commenced to transact business under the fictitious business name or names listed above on N/A. — [915, 200, 1134, 302]
notice-heading: FICTITIOUS BUSINESS NAME STATEMENT FILE NO. 2023-027531 — [687, 190, 907, 211]
notice-publication-dates: Publish: Mountain Views News Dates Pub: FEB 18, 25 MARCH 04, 11, 2023 — [233, 549, 452, 571]
legal-notice — [1142, 1137, 1361, 1247]
footer-email[interactable]: Email: editor@mtnviewsnews.com — [872, 2554, 1094, 2570]
notice-body: The following person(s) is (are) doing business as: BATCHELDE CUSTOM TILES, 3661 2ND AVE, LOS ANGELES, CA 90008. Full name of registrant(s) is (are) JOSE M HERNANDEZ DELGADILLO. This Business is conducted by: AN INDIVIDUAL. Signed: JOSE M HERNANDEZ DELGADILLO, OWNER. This statement was filed with the County Clerk of Los Angeles County on 02/03/2023. The registrant(s) has (have) commenced to transact business under the fictitious business name or names listed above on N/A. NOTICE: This Fictitious Business Name Statement expires five years from the date it was filed in the office of the County Clerk. A new Fictitious Business Name Statement must be filed prior to that date. The filing of this statement does not of itself authorize the use in this state of a Fictitious Business Name in violation of the rights of another under Federal, State, or common law (See section 14411 et seq., Business and Professions Code). — [6, 1163, 225, 1325]
legal-notice — [1142, 100, 1361, 242]
notice-body: The following person(s) is (are) doing business as: AMAYA AUTO SERVICES, 210 W 170TH ST, LOS ANGELES, CA 90061. Full name of registrant(s) is (are) ROQUE ANTONIO AMAYA. This Business is conducted by: AN INDIVIDUAL. Signed: ROQUE ANTONIO AMAYA, OWNER. This statement was filed with the County Clerk of Los Angeles County on 02/08/2023. The registrant(s) has (have) commenced to transact business under the fictitious business name or names listed above on N/A. NOTICE: This Fictitious Business Name Statement expires five years from the date it was filed in the office of the County Clerk. A new Fictitious Business Name Statement must be filed prior to that date. The filing of this statement does not of itself authorize the use in this state of a Fictitious Business Name in violation of the rights of another under Federal, State, or common law (See section 14411 et seq., Business and Professions Code). — [6, 1371, 225, 1533]
notice-publication-dates: Publish: Mountain Views News Dates Pub: FEB 18, 25 MARCH 04, 11, 2023 — [1142, 886, 1361, 907]
notice-body: The following person(s) is (are) doing business as: MERVIN AGUILAR'S HANDYMAN SERVICES, 5969 GUTHRIE AVE APT 4, LOS ANGELES, CA 90034. Full name of registrant(s) is (are) MERVIN RUDY WHITEHEAD. This Business is conducted by: AN INDIVIDUAL. Signed: MERVIN RUDY WHITEHEAD, OWNER. This statement was filed with the County Clerk of Los Angeles County on 02/10/2023. The registrant(s) has (have) commenced to transact business under the fictitious business name or names listed above on N/A. — [915, 347, 1134, 439]
notice-heading: FICTITIOUS BUSINESS NAME STATEMENT FILE NO. 2023-031803 — [915, 759, 1134, 779]
notice-publication-dates: Dates Pub: FEB 18, 25 MARCH 04, 11, 2023 — [1142, 83, 1295, 94]
notice-publication-dates: Publish: Mountain Views News Dates Pub: FEB 18, 25 MARCH 04, 11, 2023 — [6, 1117, 225, 1138]
notice-heading: FICTITIOUS BUSINESS NAME STATEMENT FILE NO. 2023-027091 — [460, 682, 680, 703]
notice-body: The following person(s) is (are) doing business as: SIMON'S PLUMBING, 12525 WOODRUFF AVE, DOWNEY, CA 90242. Full name of registrant(s) is (are) SIMON GARCIA JR. This Business is conducted by: A GENERAL PARTNERSHIP. Signed: SIMON GARCIA JR, GENERAL PARTNER. This statement was filed with the County Clerk of Los Angeles County on 02/08/2023. — [915, 1191, 1134, 1262]
notice-heading: FICTITIOUS BUSINESS NAME STATEMENT FILE NO. 2023-026251 — [460, 840, 680, 861]
notice-body: Views News DC — [1142, 74, 1198, 83]
notice-heading: FICTITIOUS BUSINESS NAME STATEMENT FILE NO. 2023-002187 — [6, 291, 225, 312]
notice-body: The following person(s) is (are) doing business as: LEDEZMA ELECTRICAL CONTRACTOR, 3227 PRODUCER WAY UNIT 109, POMONA, CA 91768. Full name of registrant(s) is (are) FRANCISCO LEDEZMA RAMIREZ. This Business is conducted by: AN INDIVIDUAL. Signed: FRANCISCO LEDEZMA RAMIREZ, OWNER. This statement was filed with the County Clerk of Los Angeles County on 02/06/2023. The registrant(s) has (have) commenced to transact business under the fictitious business name or names listed above on N/A. — [687, 907, 907, 998]
notice-body: The following person(s) is (are) doing business as: JEHOVAH JIREH, 5486 W 47TH ST, LOS ANGELES, CA 90043. Full name of registrant(s) is (are) KENYON LAMAR DANIEL. This Business is conducted by: A GENERAL PARTNERSHIP. Signed: KENYON LAMAR DANIEL, GENERAL PARTNER. This statement was filed with the County Clerk of Los Angeles County on 02/10/2023. The registrant(s) has (have) commenced to transact business under the fictitious business name or names listed above on 12/2007. — [460, 1399, 680, 1490]
notice-body: The following person(s) is (are) doing business as: I.C. LOCKS, 14518 VAN NESS AVE, LOS ANGELES, CA 90011. Full name of registrant(s) is (are) HUGO A FUERTE, 1978 W VANCE BLVD, LOS ANGELES, CA 90001. This Business is conducted by: AN INDIVIDUAL. Signed: HUGO A FUERTE, OWNER. This statement was filed with the County Clerk of Los Angeles County on 02/06/2023. The registrant(s) has (have) commenced to transact business under the fictitious business name or names listed above on N/A. — [460, 1135, 680, 1226]
notice-body: The following person(s) has (have) abandoned the use of the fictitious business name: LEDEZMA ELECTRICAL CONTRACTOR, 3227 PRODUCER WAY, POMONA, CA 91768. The fictitious business name referred to above was filed on 10/29/2021 in the county of Los Angeles. Registrant: FRANCISCO LEDEZMA RAMIREZ. This business was conducted by: AN INDIVIDUAL. This statement was filed with the County Clerk of Los Angeles on 02/06/2023. — [1142, 806, 1361, 886]
notice-body: The following person(s) is (are) doing business as: XTREME MOTORSPORTS, 19002 SAN JOSE AVE UNIT L, ROWLAND HEIGHTS, CA 91748. Full name of registrant(s) is (are) XTREME AUTO BODY LLC, 19002 SAN JOSE AVE UNIT L, ROWLAND HEIGHTS, CA 91748. This Business is conducted by: A LIMITED LIABILITY COMPANY. Signed: XIAN LIU, MANAGING MEMBER. This statement was filed with the County Clerk of Los Angeles County on 02/08/2023. — [1142, 551, 1361, 633]
notice-publication-dates: Publish: Mountain Views News Dates Pub: FEB 18, 25 MARCH 04, 11, 2023 — [460, 332, 680, 352]
notice-publication-dates: Publish: Mountain Views News Dates Pub: FEB 18, 25 MARCH 04, 11, 2023 — [1142, 347, 1361, 368]
footer-website[interactable]: Website: www.mtnviewsnews.com — [1106, 2554, 1328, 2570]
notice-body: The following person(s) is (are) doing business as: M BROS IMPROVEMENTS, 3534 HAGLEY AVE APT 3, LOS ANGELES, CA 90065. Full name of registrant(s) is (are) CALEB M BROS LLC. This Business is conducted by: A LIMITED LIABILITY COMPANY. Signed: ISAAC MARTINEZ, MANAGING MEMBER. This statement was filed with the County Clerk of Los Angeles County on 02/06/2023. — [687, 1257, 907, 1328]
page-number: 15 — [1309, 2, 1351, 50]
notice-heading: FICTITIOUS BUSINESS NAME STATEMENT FILE NO. 2023-027485 — [233, 170, 452, 191]
notice-body: The following person(s) is (are) doing business as: DAVE'S CASUALS, 304 S SPRING ST STE 302, LOS ANGELES, CA 90013. Full name of registrant(s) is (are) EMERSON ALBERTO CAMPOS. This Business is conducted by: AN INDIVIDUAL. Signed: EMERSON ALBERTO CAMPOS, OWNER. This statement was filed with the County Clerk of Los Angeles County on 02/06/2023. The registrant(s) has (have) commenced to transact business under the fictitious business name or names listed above on 10/2020. NOTICE: This Fictitious Business Name Statement expires five years from the date it was filed in the office of the County Clerk. A new Fictitious Business Name Statement must be filed prior to that date. — [233, 596, 452, 717]
notice-body: The following person(s) is (are) doing business as: GUSVANT, 970 E 56TH ST, MAYWOOD, CA 90270. Full name of registrant(s) is (are) ERIK R CHAVEZ RANGEL. This Business is conducted by: AN INDIVIDUAL. Signed: ERIK R CHAVEZ RANGEL, OWNER. This statement was filed with the County Clerk of Los Angeles County on 02/03/2023. The registrant(s) has (have) commenced to transact business under the fictitious business name or names listed above on N/A. — [460, 860, 680, 941]
notice-column — [687, 74, 907, 2545]
notice-body: A GENERAL PARTNERSHIP. Signed: GUSTAVO A GARCIA VELIZ, GENERAL PARTNER. This statement was filed with the County Clerk of Los Angeles County on 02/06/2023. The registrant(s) has (have) commenced to transact business under the fictitious business name or names listed above on N/A. NOTICE: This Fictitious Business Name Statement expires five years from the date it was filed in the office of the County Clerk. A new Fictitious Business Name Statement must be filed prior to that date. — [460, 74, 680, 165]
notice-columns — [6, 74, 1361, 2545]
notice-publication-dates: Publish: Mountain Views News Dates Pub: FEB 18, 25 MARCH 04, 11, 2023 — [460, 941, 680, 962]
notice-publication-dates: Publish: Mountain Views News Dates Pub: FEB 18, 25 MARCH 04, 11, 2023 — [6, 1325, 225, 1345]
legal-notice — [1142, 248, 1361, 369]
notice-publication-dates: Publish: Mountain Views News Dates Pub: FEB 18, 25 MARCH 04, 11, 2023 — [915, 880, 1134, 901]
notice-body: The following person(s) is (are) doing business as: T & M DELIVERY SERVICES, 791 4TH ST, LA PUENTE, CA 91746. Full name of registrant(s) is (are) ANDRES ZAVALA CHAVEZ. This Business is conducted by: AN INDIVIDUAL. Signed: ANDRES ZAVALA CHAVEZ, OWNER. — [1142, 1272, 1361, 1324]
notice-heading: FICTITIOUS BUSINESS NAME STATEMENT FILE NO. 2023-024991 — [687, 1130, 907, 1151]
notice-heading: FICTITIOUS BUSINESS NAME STATEMENT FILE NO. 2023-021285 — [1142, 912, 1361, 933]
notice-body: The following person(s) is (are) doing business as: THE SECRET WEAPON, 2917 EAST NUGENT STREET, LANCASTER, CA 93535. Mailing address: 120 W KETTERING ST, LANCASTER, CA 93534. Full name of registrant(s) is (are) THE SECRET WEAPON LLC. This Business is conducted by: A LIMITED LIABILITY COMPANY. Signed: TERRANCE JONES, MARTIN JECCO. This statement was filed with the County Clerk of Los Angeles County on 02/10/2023. The registrant(s) has (have) commenced to transact business under the fictitious business name or names listed above on 02/2021. — [1142, 394, 1361, 506]
notice-heading: FICTITIOUS BUSINESS NAME STATEMENT FILE NO. 2023-033190 — [915, 465, 1134, 485]
notice-body: The following person(s) is (are) doing business as: MAKE IT OFFICIAL, MAKE IT OFFICIAL TRANSPORT, 3108 COTTONWOOD AVE, — [687, 1373, 907, 1404]
notice-heading: FICTITIOUS BUSINESS NAME STATEMENT FILE NO. 2023-027238 — [1142, 247, 1361, 267]
notice-publication-dates: Publish: Mountain Views News Dates Pub: FEB 18, 25 MARCH 04, 11, 2023 — [1142, 1109, 1361, 1131]
notice-body: The following person(s) is (are) doing business as: KUSH GRAM'S, 1711 245TH ST, LOMITA, CA 90717. Full name of registrant(s) is (are) CHRISTINA BEATRICE DIAZ. This Business is conducted by: AN INDIVIDUAL. Signed: CHRISTINA BEATRICE DIAZ, OWNER. This statement was filed with the County Clerk of Los Angeles County on 02/08/2023. The registrant(s) has (have) commenced to transact business under the fictitious business name or names listed above on N/A. — [687, 642, 907, 734]
legal-notice — [6, 74, 225, 286]
notice-body: 435 CERRITOS AVE, LONG BEACH, CA 90802. Full name of registrant(s) is (are) MARIBEL PEDREGON, 435 CERRITOS AVE, LONG BEACH, CA 90802. This Business is conducted by: AN INDIVIDUAL. Signed: MARIBEL PEDREGON, OWNER. This statement was filed with the County Clerk of Los Angeles County on 02/03/2023. The registrant(s) has (have) commenced to transact business under the fictitious business name or names listed above on N/A. — [915, 74, 1134, 154]
notice-heading: FICTITIOUS BUSINESS NAME STATEMENT FILE NO. 2023-024265 — [1142, 1019, 1361, 1040]
notice-heading: FICTITIOUS BUSINESS NAME STATEMENT FILE NO. 2023-031025 — [687, 1023, 907, 1043]
notice-publication-dates: Publish: Mountain Views News Dates Pub: FEB 18, 25 MARCH 04, 11, 2023 — [6, 908, 225, 930]
notice-publication-dates: Publish: Mountain Views News Dates Pub: FEB 18, 25 MARCH 04, 11, 2023 — [1142, 220, 1361, 242]
legal-notice — [1142, 785, 1361, 907]
notice-heading: FICTITIOUS BUSINESS NAME STATEMENT FILE NO. 2023-000071 — [6, 717, 225, 738]
notice-body: The following person(s) is (are) doing business as: LA COUNTY TOWING, 2218 COMINO DR, HACIENDA HTS, CA 91745. Full name of registrant(s) is (are) SHAHEEN ABEDINEJAD. This Business is conducted by: AN INDIVIDUAL. Signed: SHAHEEN ABEDINEJAD, OWNER. This statement was filed with the County Clerk of Los Angeles County on 02/09/2023. The registrant(s) has (have) commenced to transact business under the fictitious business name or names listed above on N/A. — [687, 779, 907, 861]
notice-publication-dates: Publish: Mountain Views News Dates Pub: FEB 18, 25 MARCH 04, 11, 2023 — [687, 997, 907, 1018]
notice-body: The following person(s) is (are) doing business as: RELIABLE CARE SERVICES, 12616 CROSSDALE AVENUE, NORWALK, CA 90650. Full name of registrant(s) is (are) MICHAEL GEMENTIZA INOCENCIO. This Business is conducted by: AN INDIVIDUAL. Signed: MICHAEL GEMENTIZA INOCENCIO, OWNER. This statement was filed with the County Clerk of Los Angeles County on 02/01/2023. The registrant(s) has (have) commenced to transact business under the fictitious business name or names listed above on 01/2023. — [915, 926, 1134, 1028]
notice-heading: FICTITIOUS BUSINESS NAME STATEMENT FILE NO. 2023-026440 — [915, 1287, 1134, 1308]
notice-heading: FICTITIOUS BUSINESS NAME STATEMENT FILE NO. 2023-030943 — [687, 759, 907, 779]
notice-publication-dates: Publish: Mountain Views News Dates Pub: FEB 18, 25 MARCH 04, 11, 2023 — [915, 1144, 1134, 1165]
legal-notice — [687, 886, 907, 1017]
notice-heading: FICTITIOUS BUSINESS NAME STATEMENT FILE NO. 2023-033381 — [460, 357, 680, 379]
legal-notice — [6, 1559, 225, 1771]
notice-publication-dates: Publish: Mountain Views News Dates Pub: FEB 18, 25 MARCH 04, 11, 2023 — [687, 1210, 907, 1232]
legal-notice — [1142, 374, 1361, 525]
